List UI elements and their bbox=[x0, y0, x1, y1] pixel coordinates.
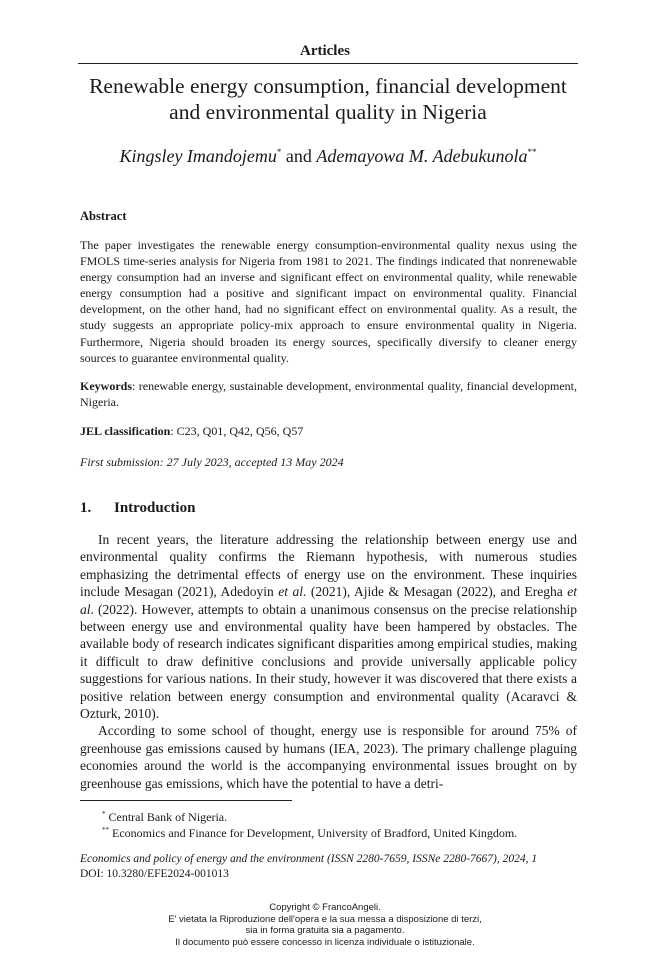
keywords-label: Keywords bbox=[80, 379, 132, 393]
footnote-rule bbox=[80, 800, 292, 801]
author-1-name: Kingsley Imandojemu bbox=[119, 146, 277, 166]
paragraph-1-text-a: In recent years, the literature addressing the relationship between energy use and environmental quality confirms the Riemann hypothesis, with numerous studies emphasizing the detrimental effects of energy use on the environment. These inquiries include Mesagan (2021), Adedoyin bbox=[80, 532, 577, 600]
et-al-2: et al bbox=[80, 584, 577, 617]
section-title: Introduction bbox=[114, 500, 196, 516]
abstract-text: The paper investigates the renewable energy consumption-environmental quality nexus using the FMOLS time-series analysis for Nigeria from 1981 to 2021. The findings indicated that nonrenewable energy consumption had an inverse and significant effect on environmental quality, while renewable energy consumption had a positive and significant impact on environmental quality. Financial development, on the other hand, had no significant effect on environmental quality. As a result, the study suggests an appropriate policy-mix approach to ensure environmental quality in Nigeria. Furthermore, Nigeria should broaden its energy sources, specifically diversify to cleaner energy sources to guarantee environmental quality. bbox=[80, 238, 577, 365]
author-connector: and bbox=[281, 146, 317, 166]
author-line bbox=[78, 146, 578, 167]
et-al-1: et al bbox=[278, 584, 304, 600]
copyright-line-3: sia in forma gratuita sia a pagamento. bbox=[245, 925, 405, 937]
footnote-2-text: Economics and Finance for Development, University of Bradford, United Kingdom. bbox=[109, 826, 518, 840]
copyright-line-1: Copyright © FrancoAngeli. bbox=[269, 902, 381, 913]
paragraph-1-text-c: . (2022). However, attempts to obtain a unanimous consensus on the precise relationship between energy use and environmental quality have been hampered by obstacles. The available body of research indicates significant disparities among empirical studies, making it difficult to draw definitive conclusions and provide universally applicable policy suggestions for various nations. In their study, however it was discovered that there exists a positive relation between energy consumption and environmental quality (Acaravci & Ozturk, 2010). bbox=[80, 601, 577, 722]
journal-citation: Economics and policy of energy and the environment (ISSN 2280-7659, ISSNe 2280-7667), 2024, 1 bbox=[80, 853, 538, 865]
footnote-1 bbox=[102, 810, 227, 825]
section-number: 1. bbox=[80, 500, 92, 516]
abstract-heading: Abstract bbox=[80, 209, 127, 223]
keywords-text: : renewable energy, sustainable development, environmental quality, financial development, Nigeria. bbox=[80, 379, 577, 410]
paper-title bbox=[78, 73, 578, 125]
copyright-line-4: Il documento può essere concesso in licenza individuale o istituzionale. bbox=[175, 937, 475, 949]
section-label: Articles bbox=[300, 43, 350, 59]
introduction-paragraph-1 bbox=[80, 531, 577, 722]
jel-label: JEL classification bbox=[80, 424, 171, 438]
footnote-2 bbox=[102, 826, 517, 841]
title-line-1: Renewable energy consumption, financial development bbox=[89, 74, 567, 98]
section-heading-introduction bbox=[80, 500, 195, 517]
paragraph-1-text-b: . (2021), Ajide & Mesagan (2022), and Eregha bbox=[303, 584, 568, 600]
footnote-2-mark: ** bbox=[102, 826, 109, 834]
author-2-name: Ademayowa M. Adebukunola bbox=[316, 146, 528, 166]
keywords bbox=[80, 378, 577, 410]
doi: DOI: 10.3280/EFE2024-001013 bbox=[80, 868, 229, 880]
footnote-1-mark: * bbox=[102, 810, 106, 818]
footnote-1-text: Central Bank of Nigeria. bbox=[105, 810, 228, 824]
title-line-2: and environmental quality in Nigeria bbox=[169, 100, 487, 124]
copyright-line-2: E' vietata la Riproduzione dell'opera e la sua messa a disposizione di terzi, bbox=[168, 913, 482, 925]
introduction-paragraph-2: According to some school of thought, energy use is responsible for around 75% of greenhouse gas emissions caused by humans (IEA, 2023). The primary challenge plaguing economies around the world is the accompanying environmental issues brought on by greenhouse gas emissions, which have the potential to have a detri- bbox=[80, 723, 577, 791]
jel-codes: : C23, Q01, Q42, Q56, Q57 bbox=[170, 424, 304, 438]
author-2-mark: ** bbox=[527, 147, 537, 157]
author-1-mark: * bbox=[276, 147, 282, 157]
jel-classification bbox=[80, 424, 303, 439]
copyright-notice bbox=[0, 902, 650, 949]
header-rule bbox=[78, 63, 578, 64]
submission-dates: First submission: 27 July 2023, accepted 13 May 2024 bbox=[80, 455, 344, 469]
introduction-body bbox=[80, 531, 577, 792]
